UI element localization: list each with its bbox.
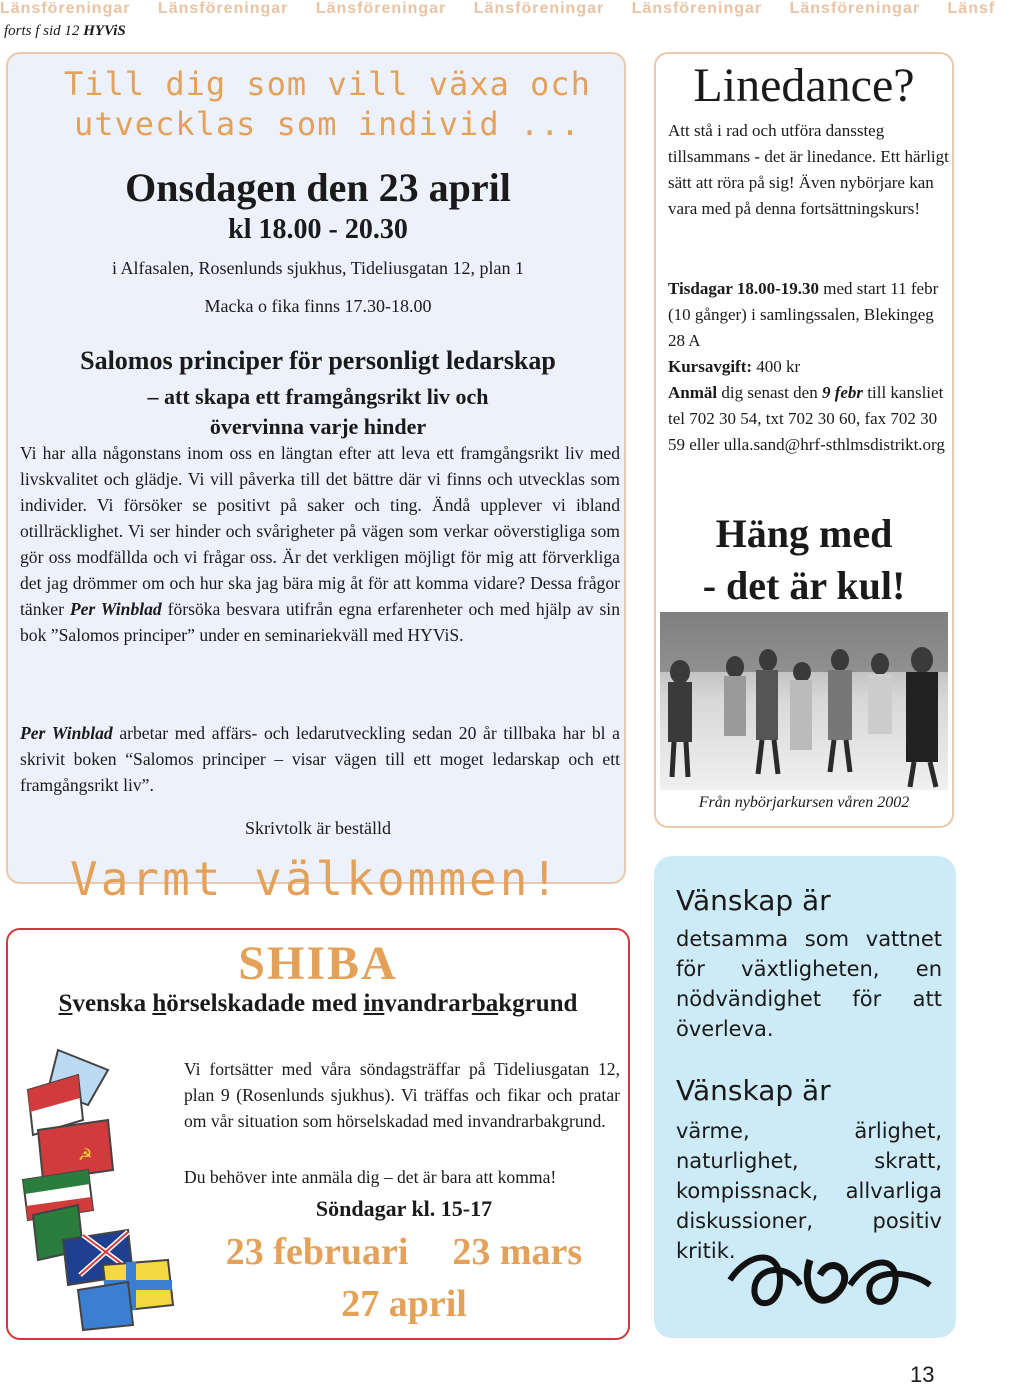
linedance-intro: Att stå i rad och utföra danssteg tillsammans - det är linedance. Ett härligt sätt att röra på sig! Även nybörjare kan vara med på denna fortsättningskurs! [668,121,949,218]
ornament-flourish [720,1240,940,1320]
shiba-title: SHIBA [238,937,398,990]
description-text: Vi har alla någonstans inom oss en längtan efter att leva ett framgångsrikt liv med livskvalitet och glädje. Vi vill påverka till det bättre där vi finns och utvecklas som individer. Vi försöker se positivt på saker och ting. Ändå upplever vi ibland otillräcklighet. Vi ser hinder och svårigheter på vägen som verkar oöverstigliga som gör oss modfällda och vi frågar oss. Är det verkligen möjligt för mig att förverkliga det jag drömmer om och hur ska jag bära mig åt för att komma vidare? Dessa frågor tänker [20,443,620,619]
subtitle-line: – att skapa ett framgångsrikt liv och [147,384,489,409]
linedance-register-label: Anmäl [668,383,718,402]
page-number: 13 [910,1362,935,1387]
header-band-item: Länsföreningar [315,0,447,17]
subtitle-initial: h [152,990,167,1017]
shiba-date: 23 februari [225,1231,409,1273]
linedance-day: Tisdagar 18.00-19.30 [668,279,819,298]
continued-note [4,23,126,40]
subtitle-part: kgrund [498,990,578,1017]
subtitle-initial: in [363,990,385,1017]
linedance-title: Linedance? [693,59,915,112]
header-band-item: Länsföreningar [0,0,131,17]
speaker-name: Per Winblad [20,723,113,743]
speaker-bio [20,720,620,798]
friendship-heading: Vänskap är [676,1074,831,1107]
continued-note-text: forts f sid 12 [4,23,84,39]
shiba-schedule: Söndagar kl. 15-17 [315,1196,493,1221]
header-band-item: Länsföreningar [473,0,605,17]
continued-note-org: HYViS [83,23,126,39]
linedance-register-text: dig senast den [717,383,822,402]
shiba-subtitle [0,990,636,1018]
event-date: Onsdagen den 23 april [125,165,511,210]
linedance-register-text: till kansliet tel 702 30 54, txt 702 30 60, fax 702 30 59 eller ulla.sand@hrf-sthlmsdistrikt.org [668,383,945,454]
photo-caption: Från nybörjarkursen våren 2002 [698,794,910,811]
friendship-text: värme, ärlighet, naturlighet, skratt, kompissnack, allvarliga diskussioner, positiv kritik. [676,1119,942,1263]
speaker-bio-text: arbetar med affärs- och ledarutveckling sedan 20 år tillbaka har bl a skrivit boken “Salomos principer – visar vägen till ett moget ledarskap och ett framgångsrikt liv”. [20,723,620,795]
linedance-day-text: med start 11 febr (10 gånger) i samlingssalen, Blekingeg 28 A [668,279,939,350]
flags-illustration [18,1050,188,1330]
shiba-dates-row [184,1230,624,1274]
header-band [0,0,996,26]
tagline-line: utvecklas som individ ... [74,105,581,143]
linedance-photo [660,612,948,790]
header-band-item: Länsföreningar [157,0,289,17]
subtitle-initial: ba [471,990,499,1017]
event-place: i Alfasalen, Rosenlunds sjukhus, Tideliusgatan 12, plan 1 [112,258,524,278]
header-band-item: Länsf [947,0,996,17]
svg-text:☭: ☭ [78,1145,93,1164]
tagline-line: Till dig som vill växa och [64,65,591,103]
subtitle-part: vandrar [384,990,472,1017]
welcome-heading: Varmt välkommen! [70,852,562,906]
header-band-item: Länsföreningar [789,0,921,17]
slogan-line: - det är kul! [702,563,906,608]
event-fika: Macka o fika finns 17.30-18.00 [204,296,432,316]
speaker-name: Per Winblad [69,599,162,619]
friendship-heading: Vänskap är [676,884,831,917]
linedance-fee-label: Kursavgift: [668,357,753,376]
slogan-line: Häng med [715,511,893,556]
linedance-fee: 400 kr [752,357,801,376]
shiba-date: 23 mars [452,1231,583,1273]
subtitle-line: övervinna varje hinder [209,414,427,439]
header-band-item: Länsföreningar [631,0,763,17]
seminar-description [20,440,620,648]
seminar-title: Salomos principer för personligt ledarskap [80,346,556,375]
subtitle-part: venska [72,990,153,1017]
shiba-date: 27 april [341,1283,467,1325]
event-tagline [64,64,624,144]
subtitle-part: örselskadade med [166,990,364,1017]
friendship-text: detsamma som vattnet för växtligheten, en nödvändighet för att överleva. [676,927,942,1041]
linedance-slogan [654,508,954,612]
shiba-description: Vi fortsätter med våra söndagsträffar på Tideliusgatan 12, plan 9 (Rosenlunds sjukhus). Vi träffas och fikar och pratar om vår situation som hörselskadad med invandrarbakgrund. [184,1059,620,1131]
linedance-details [668,276,950,458]
description-text: försöka besvara utifrån egna erfarenheter och med hjälp av sin bok ”Salomos principer” under en seminariekväll med HYViS. [20,599,620,645]
shiba-no-registration: Du behöver inte anmäla dig – det är bara att komma! [184,1167,557,1187]
linedance-register-date: 9 febr [821,383,864,402]
seminar-subtitle [0,382,636,442]
subtitle-initial: S [58,990,73,1017]
event-time: kl 18.00 - 20.30 [228,214,408,245]
interpreter-note: Skrivtolk är beställd [245,818,391,838]
